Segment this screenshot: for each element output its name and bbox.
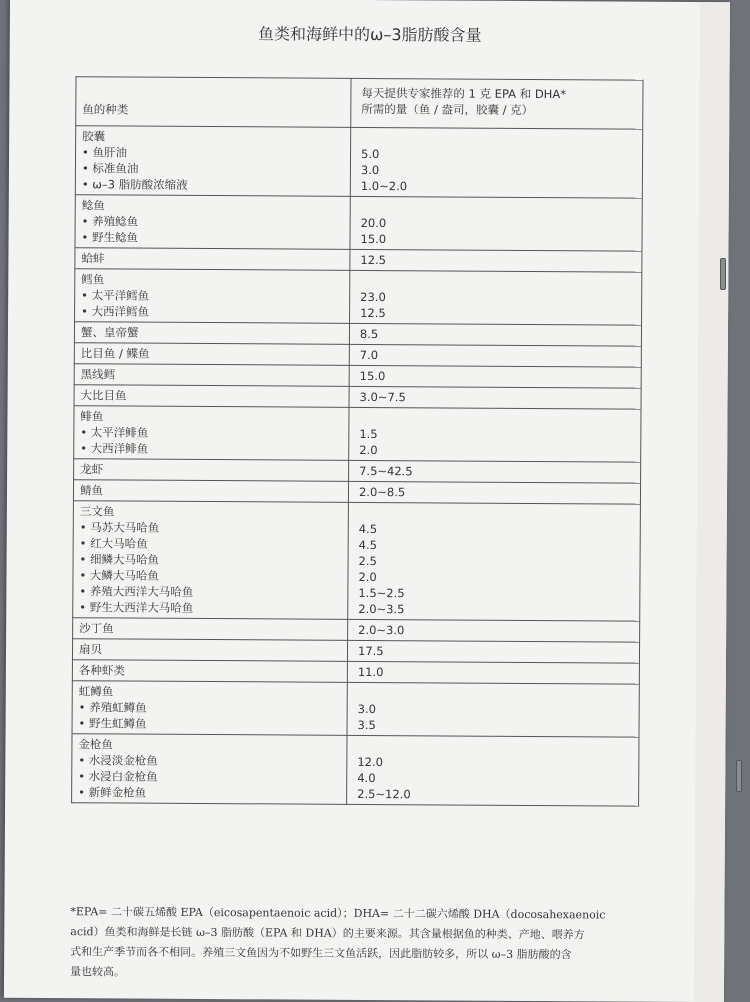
- fish-name: 比目鱼 / 鲽鱼: [80, 346, 150, 361]
- fish-subtype: • 养殖虹鳟鱼: [79, 699, 341, 717]
- fish-name: 龙虾: [80, 462, 104, 477]
- fish-subtype: • 大鳞大马哈鱼: [79, 567, 341, 585]
- amount-value: 3.0: [360, 162, 380, 178]
- fish-type-cell: [73, 501, 349, 620]
- amount-value: 17.5: [357, 643, 384, 659]
- amount-cell: [348, 502, 641, 621]
- fish-name: 胶囊: [82, 129, 106, 144]
- footnote-line-2: acid）鱼类和海鲜是长链 ω–3 脂肪酸（EPA 和 DHA）的主要来源。其含量根据鱼的种类、产地、喂养方: [70, 925, 585, 942]
- amount-value: 2.0: [358, 569, 377, 585]
- amount-cell: [350, 270, 642, 325]
- fish-subtype: • 红大马哈鱼: [80, 535, 342, 553]
- document-page: [4, 0, 730, 1002]
- fish-type-cell: [75, 248, 350, 271]
- fish-type-cell: [74, 385, 349, 408]
- fish-name: 鳕鱼: [81, 272, 105, 287]
- amount-value: 2.0~3.5: [358, 601, 405, 617]
- fish-type-cell: [74, 322, 349, 345]
- amount-value: 7.0: [359, 347, 379, 363]
- table-row: [74, 406, 641, 462]
- amount-cell: [347, 661, 639, 684]
- fish-name: 蛤蚌: [81, 251, 105, 266]
- staple-bottom: [736, 760, 742, 792]
- amount-value: 11.0: [357, 664, 384, 680]
- amount-cell: [350, 249, 642, 272]
- fish-subtype: • 太平洋鳕鱼: [81, 287, 343, 305]
- fish-subtype: • 养殖鲶鱼: [82, 213, 344, 231]
- amount-cell: [349, 386, 641, 409]
- fish-subtype: • 水浸淡金枪鱼: [78, 752, 340, 770]
- amount-cell: [349, 407, 641, 462]
- table-row: [73, 501, 641, 621]
- fish-subtype: • 野生鲶鱼: [81, 229, 343, 247]
- footnote-line-4: 量也较高。: [70, 965, 126, 979]
- fish-type-cell: [75, 195, 350, 250]
- amount-value: 7.5~42.5: [359, 463, 413, 479]
- fish-type-cell: [74, 406, 349, 461]
- amount-value: 2.0~3.0: [358, 622, 405, 638]
- fish-name: 各种虾类: [78, 663, 125, 678]
- fish-subtype: • 马苏大马哈鱼: [80, 519, 342, 537]
- amount-value: 1.5~2.5: [358, 585, 405, 601]
- amount-value: 4.5: [358, 521, 378, 537]
- fish-subtype: • ω–3 脂肪酸浓缩液: [82, 176, 344, 194]
- footnote: [70, 902, 642, 985]
- amount-value: 4.0: [357, 770, 376, 786]
- table-row: [75, 126, 642, 198]
- fish-subtype: • 养殖大西洋大马哈鱼: [79, 583, 341, 601]
- amount-value: 3.0: [357, 701, 377, 717]
- fish-subtype: • 标准鱼油: [82, 160, 344, 178]
- fish-subtype: • 大西洋鲱鱼: [80, 440, 342, 458]
- amount-value: 12.5: [360, 305, 386, 321]
- amount-value: 2.0: [359, 442, 378, 458]
- amount-value: 15.0: [359, 368, 386, 384]
- amount-cell: [347, 682, 639, 737]
- fish-name: 黑线鳕: [80, 367, 116, 382]
- amount-cell: [350, 196, 642, 251]
- amount-cell: [348, 619, 640, 642]
- amount-value: 1.5: [359, 426, 378, 442]
- fish-name: 蟹、皇帝蟹: [80, 325, 139, 340]
- amount-value: 23.0: [360, 289, 386, 305]
- page-title: 鱼类和海鲜中的ω–3脂肪酸含量: [257, 24, 482, 45]
- amount-value: 12.5: [360, 252, 387, 268]
- table-row: [75, 195, 642, 251]
- footnote-line-3: 式和生产季节而各不相同。养殖三文鱼因为不如野生三文鱼活跃，因此脂肪较多，所以 ω–3 脂肪酸的含: [70, 945, 572, 962]
- fish-omega3-table: [71, 76, 643, 806]
- fish-name: 金枪鱼: [78, 737, 113, 752]
- amount-cell: [347, 735, 639, 806]
- amount-cell: [348, 481, 640, 504]
- amount-cell: [349, 344, 641, 367]
- amount-value: 15.0: [360, 231, 387, 247]
- header-amount-line1: 每天提供专家推荐的 1 克 EPA 和 DHA*: [361, 85, 567, 102]
- header-fish-type: [76, 77, 351, 128]
- table-header-row: [76, 77, 643, 129]
- fish-subtype: • 野生虹鳟鱼: [79, 715, 341, 733]
- amount-value: 2.5~12.0: [357, 786, 411, 802]
- amount-cell: [349, 460, 641, 483]
- fish-subtype: • 大西洋鳕鱼: [81, 303, 343, 321]
- fish-type-cell: [74, 364, 349, 387]
- amount-value: 3.5: [357, 717, 376, 733]
- header-fish-type-label: 鱼的种类: [82, 102, 129, 117]
- fish-name: 大比目鱼: [80, 388, 127, 403]
- amount-cell: [349, 365, 641, 388]
- fish-subtype: • 水浸白金枪鱼: [78, 768, 340, 786]
- table-row: [75, 269, 642, 325]
- fish-name: 扇贝: [78, 642, 103, 657]
- staple-top: [720, 258, 726, 290]
- amount-value: 4.5: [358, 537, 378, 553]
- amount-value: 2.5: [358, 553, 377, 569]
- table-row: [72, 681, 639, 737]
- fish-subtype: • 太平洋鲱鱼: [80, 424, 342, 442]
- fish-type-cell: [74, 343, 349, 366]
- fish-name: 三文鱼: [79, 504, 115, 519]
- header-amount: [351, 78, 643, 129]
- fish-type-cell: [74, 459, 349, 482]
- fish-type-cell: [72, 734, 347, 805]
- amount-value: 12.0: [357, 754, 383, 770]
- fish-type-cell: [73, 618, 348, 641]
- amount-value: 8.5: [359, 326, 379, 342]
- amount-value: 5.0: [361, 146, 380, 162]
- fish-subtype: • 细鳞大马哈鱼: [80, 551, 342, 569]
- fish-type-cell: [75, 269, 350, 324]
- amount-cell: [349, 323, 641, 346]
- header-amount-line2: 所需的量（鱼 / 盎司，胶囊 / 克）: [361, 101, 534, 117]
- fish-type-cell: [72, 681, 347, 736]
- amount-value: 2.0~8.5: [358, 484, 406, 500]
- footnote-line-1: *EPA= 二十碳五烯酸 EPA（eicosapentaenoic acid）；DHA= 二十二碳六烯酸 DHA（docosahexaenoic: [70, 905, 606, 922]
- fish-type-cell: [72, 660, 347, 683]
- fish-subtype: • 野生大西洋大马哈鱼: [79, 599, 341, 617]
- fish-name: 鲭鱼: [79, 483, 104, 498]
- fish-name: 虹鳟鱼: [78, 684, 114, 699]
- fish-type-cell: [73, 480, 348, 503]
- fish-type-cell: [75, 126, 350, 197]
- amount-value: 20.0: [360, 215, 387, 231]
- fish-subtype: • 鱼肝油: [82, 144, 344, 162]
- amount-value: 3.0~7.5: [359, 389, 406, 405]
- amount-cell: [350, 127, 642, 198]
- fish-name: 鲶鱼: [81, 198, 105, 213]
- fish-name: 沙丁鱼: [79, 621, 114, 636]
- amount-value: 1.0~2.0: [360, 178, 408, 194]
- fish-type-cell: [72, 639, 347, 662]
- amount-cell: [347, 640, 639, 663]
- back-sheet-edge: [694, 2, 730, 1002]
- fish-subtype: • 新鲜金枪鱼: [78, 784, 340, 802]
- table-row: [72, 734, 639, 806]
- fish-name: 鲱鱼: [80, 409, 104, 424]
